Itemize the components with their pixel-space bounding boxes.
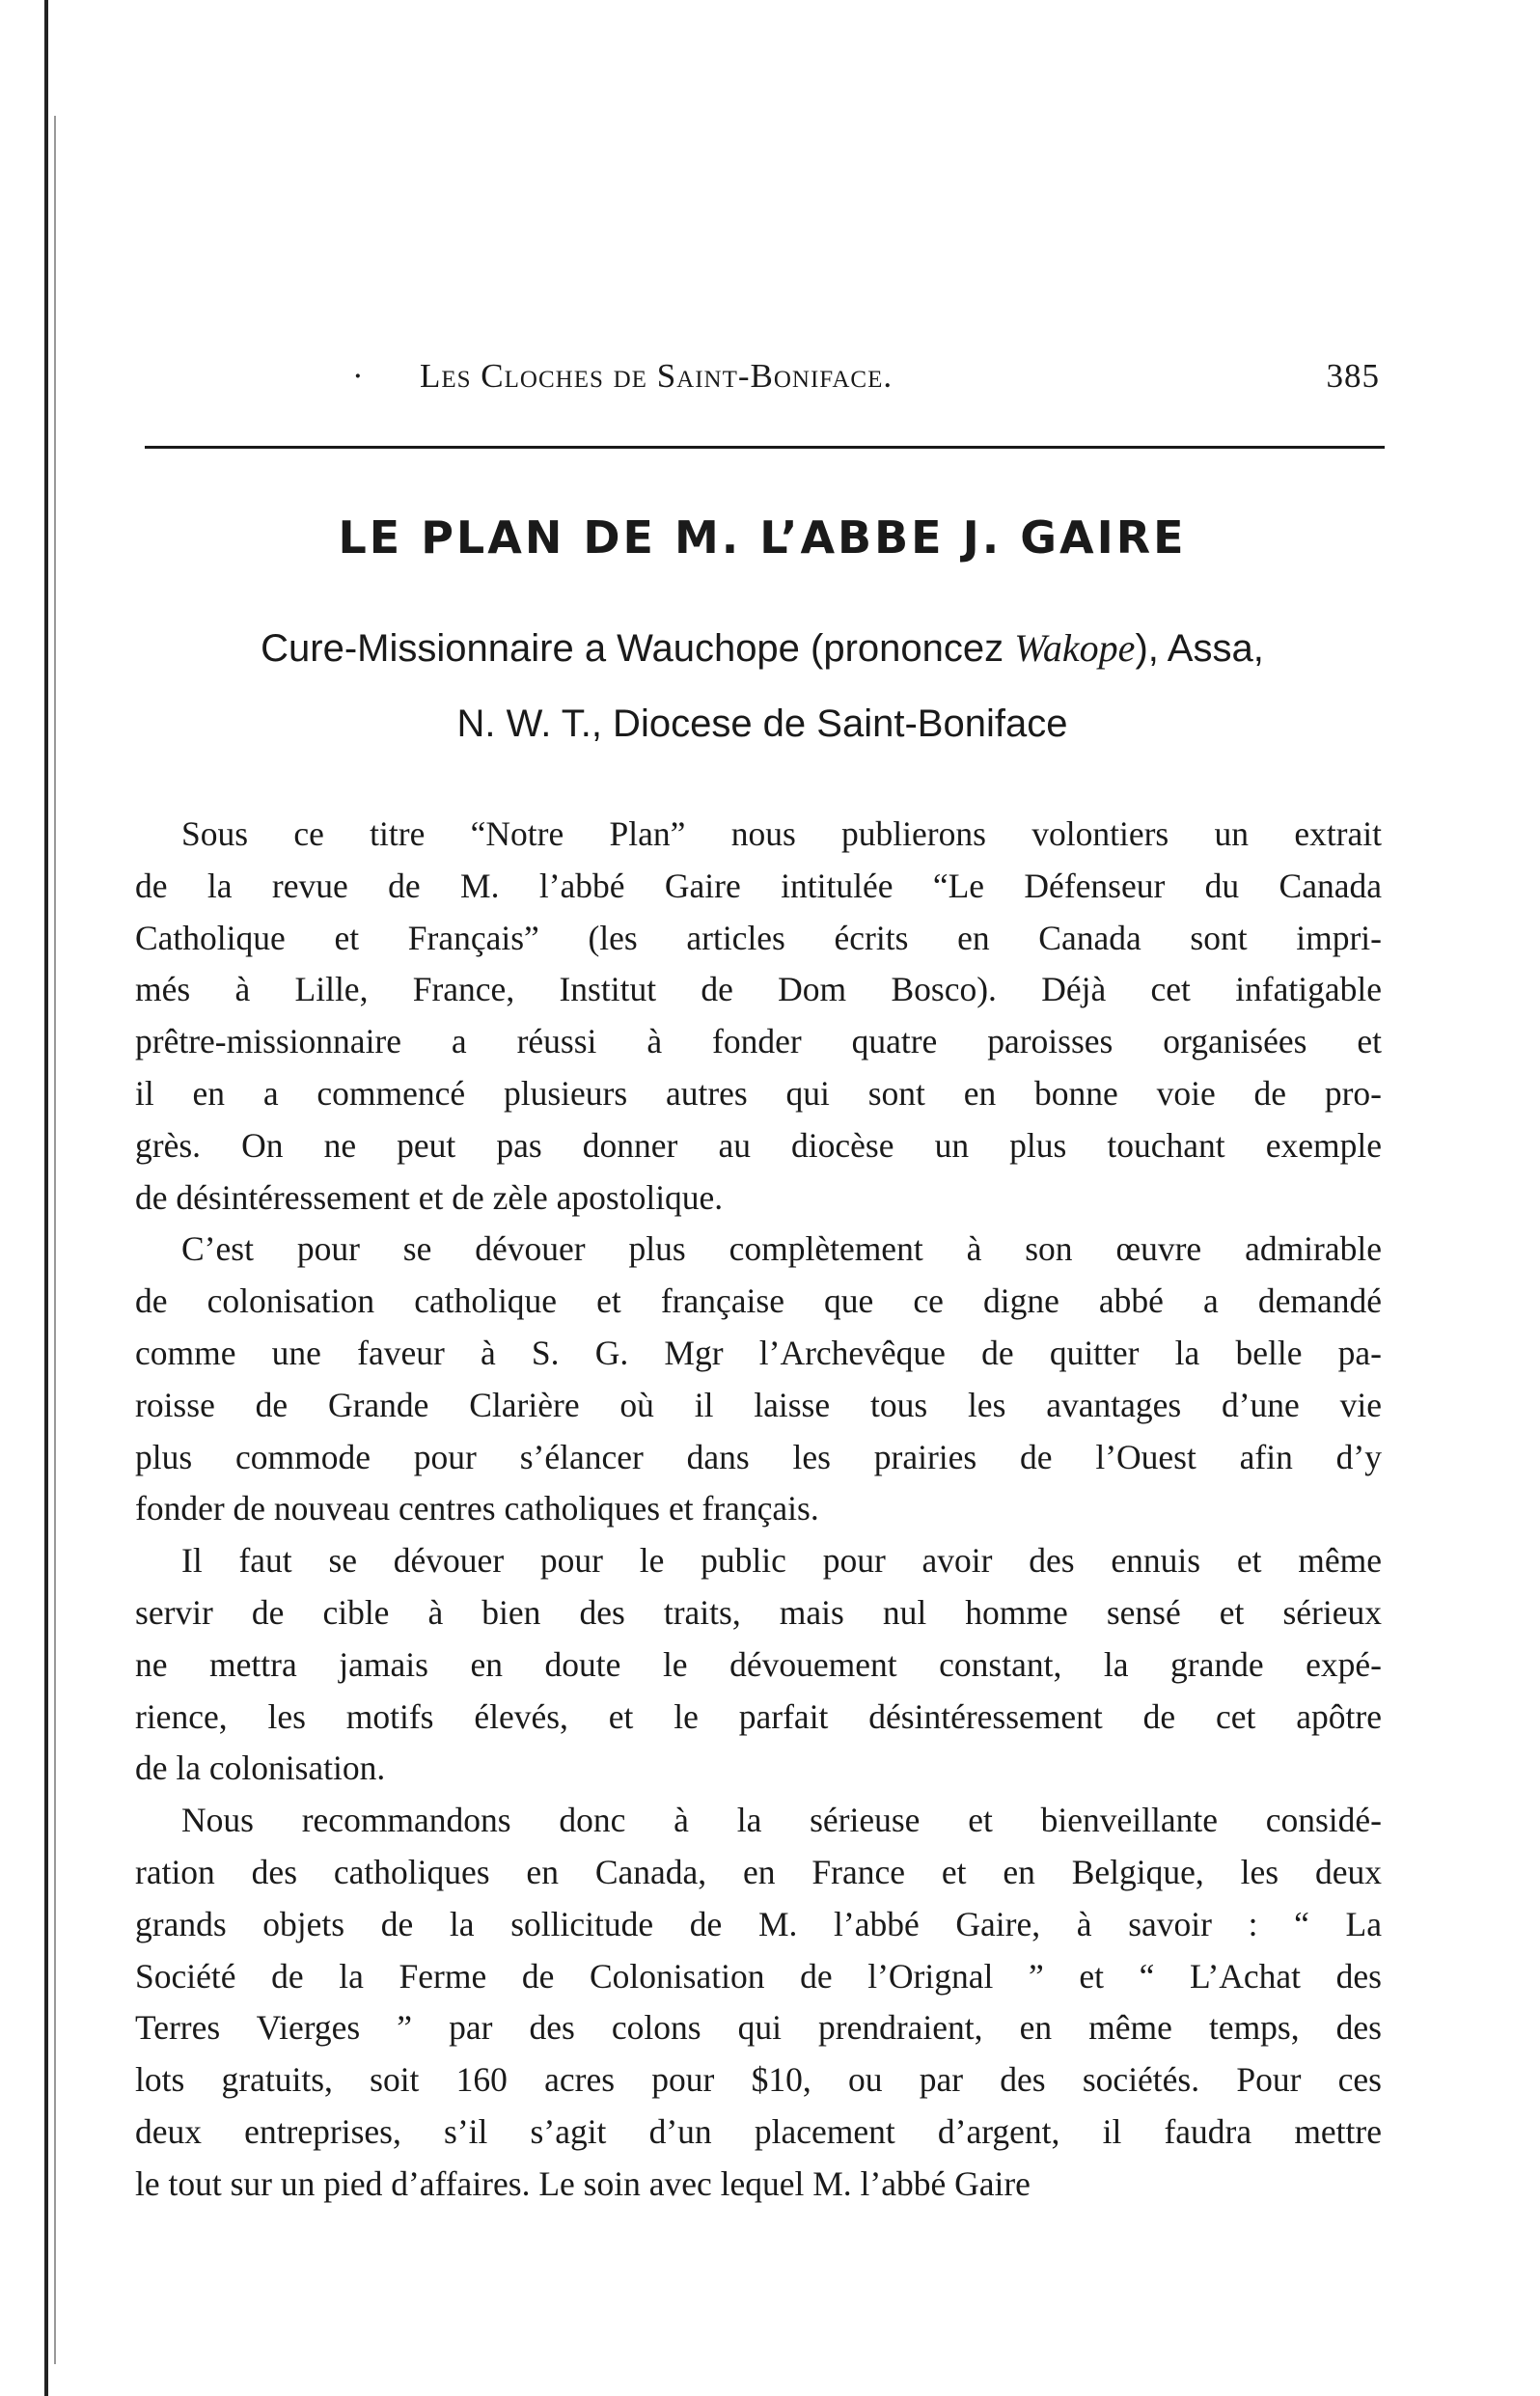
paragraph-line: ne mettra jamais en doute le dévouement constant, la grande expé- <box>135 1644 1382 1684</box>
paragraph-line: il en a commencé plusieurs autres qui sont en bonne voie de pro- <box>135 1073 1382 1113</box>
header-rule <box>145 446 1385 449</box>
paragraph-line: Terres Vierges ” par des colons qui prendraient, en même temps, des <box>135 2008 1382 2048</box>
header-title: Les Cloches de Saint-Boniface. <box>420 357 894 395</box>
paragraph-line: ration des catholiques en Canada, en France et en Belgique, les deux <box>135 1852 1382 1891</box>
paragraph-line: de désintéressement et de zèle apostolique. <box>135 1177 724 1217</box>
paragraph-line: grès. On ne peut pas donner au diocèse un plus touchant exemple <box>135 1125 1382 1165</box>
paragraph <box>135 1224 1382 1535</box>
paragraph-line: Il faut se dévouer pour le public pour avoir des ennuis et même <box>181 1541 1382 1581</box>
binding-edge-line <box>44 0 48 2396</box>
paragraph <box>135 1535 1382 1795</box>
paragraph-line: servir de cible à bien des traits, mais nul homme sensé et sérieux <box>135 1592 1382 1632</box>
paragraph-line: roisse de Grande Clarière où il laisse tous les avantages d’une vie <box>135 1385 1382 1424</box>
paragraph-line: comme une faveur à S. G. Mgr l’Archevêque de quitter la belle pa- <box>135 1333 1382 1372</box>
running-header <box>352 357 1380 411</box>
paragraph-line: le tout sur un pied d’affaires. Le soin avec lequel M. l’abbé Gaire <box>135 2163 1031 2203</box>
paragraph-line: grands objets de la sollicitude de M. l’abbé Gaire, à savoir : “ La <box>135 1904 1382 1943</box>
paragraph <box>135 1795 1382 2210</box>
header-marker: · <box>352 357 365 395</box>
article-subtitle-line2: N. W. T., Diocese de Saint-Boniface <box>456 702 1068 745</box>
paragraph-line: lots gratuits, soit 160 acres pour $10, ou par des sociétés. Pour ces <box>135 2060 1382 2100</box>
page-number: 385 <box>1326 357 1380 395</box>
paragraph-line: rience, les motifs élevés, et le parfait désintéressement de cet apôtre <box>135 1696 1382 1736</box>
subtitle-italic-word: Wakope <box>1014 626 1136 670</box>
paragraph-line: fonder de nouveau centres catholiques et français. <box>135 1489 819 1528</box>
paragraph-line: Catholique et Français” (les articles écrits en Canada sont impri- <box>135 918 1382 957</box>
subtitle-text-end: ), Assa, <box>1135 627 1264 670</box>
paragraph-line: més à Lille, France, Institut de Dom Bosco). Déjà cet infatigable <box>135 970 1382 1009</box>
paragraph-line: Société de la Ferme de Colonisation de l’Orignal ” et “ L’Achat des <box>135 1956 1382 1996</box>
paragraph-line: deux entreprises, s’il s’agit d’un placement d’argent, il faudra mettre <box>135 2111 1382 2151</box>
paragraph-line: Nous recommandons donc à la sérieuse et bienveillante considé- <box>181 1801 1382 1840</box>
paragraph-line: C’est pour se dévouer plus complètement à son œuvre admirable <box>181 1229 1382 1269</box>
paragraph-line: plus commode pour s’élancer dans les prairies de l’Ouest afin d’y <box>135 1437 1382 1476</box>
article-title: LE PLAN DE M. L’ABBE J. GAIRE <box>338 511 1187 564</box>
paragraph-line: de la colonisation. <box>135 1749 386 1788</box>
binding-shadow-line <box>54 116 56 2364</box>
article-body <box>135 809 1382 2211</box>
paragraph-line: prêtre-missionnaire a réussi à fonder quatre paroisses organisées et <box>135 1022 1382 1061</box>
paragraph <box>135 809 1382 1224</box>
subtitle-text-start: Cure-Missionnaire a Wauchope (prononcez <box>261 627 1015 670</box>
article-subtitle-line1 <box>125 625 1399 671</box>
paragraph-line: Sous ce titre “Notre Plan” nous publierons volontiers un extrait <box>181 814 1382 853</box>
paragraph-line: de colonisation catholique et française que ce digne abbé a demandé <box>135 1281 1382 1321</box>
paragraph-line: de la revue de M. l’abbé Gaire intitulée “Le Défenseur du Canada <box>135 866 1382 905</box>
